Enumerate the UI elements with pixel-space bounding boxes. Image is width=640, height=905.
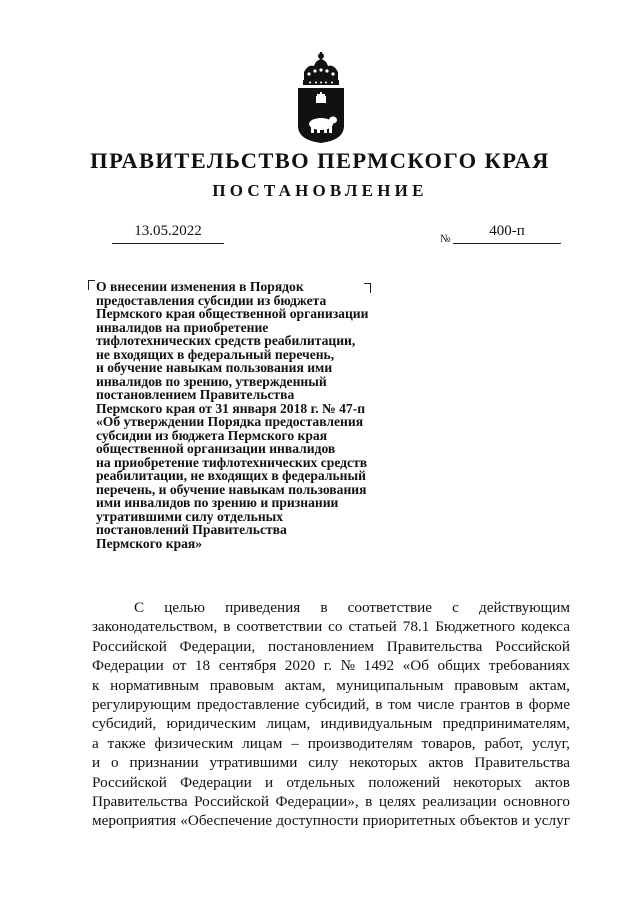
- body-word: Федерации: [180, 773, 252, 791]
- body-word: лицам: [242, 734, 283, 752]
- body-word: в: [515, 696, 523, 714]
- body-word: товаров,: [421, 734, 476, 752]
- body-word: сентября: [218, 657, 277, 675]
- body-word: и: [92, 754, 101, 772]
- date-underline: [112, 243, 224, 244]
- body-word: доступности: [276, 812, 359, 830]
- body-word: актам,: [284, 676, 326, 694]
- subject-line: тифлотехнических средств реабилитации,: [96, 333, 356, 348]
- subject-line: О внесении изменения в Порядок: [96, 279, 304, 294]
- body-word: С: [134, 599, 145, 616]
- subject-line: и обучение навыкам пользования ими: [96, 360, 333, 375]
- body-word: предпринимателям,: [442, 715, 570, 733]
- body-line: [92, 656, 570, 675]
- body-word: производителям: [307, 734, 413, 752]
- body-word: Правительства: [386, 637, 483, 655]
- subject-line: постановлением Правительства: [96, 387, 295, 402]
- body-word: услуг: [534, 812, 570, 830]
- coat-of-arms-icon: [296, 52, 346, 144]
- body-word: 78.1: [402, 618, 430, 636]
- body-word: актам,: [529, 676, 570, 694]
- body-word: с: [452, 599, 459, 616]
- subject-line: перечень, и обучение навыкам пользования: [96, 481, 367, 497]
- body-word: постановлением: [267, 637, 374, 655]
- body-word: актов: [534, 773, 570, 791]
- body-word: том: [388, 696, 412, 714]
- body-word: форме: [528, 696, 570, 714]
- document-number: 400-п: [489, 223, 525, 239]
- body-word: в: [223, 618, 231, 636]
- body-word: целях: [378, 793, 416, 811]
- body-word: основного: [503, 793, 570, 811]
- body-line: [92, 695, 570, 714]
- body-line: [92, 773, 570, 792]
- body-line: [92, 676, 570, 695]
- body-word: объектов: [459, 812, 518, 830]
- body-word: некоторых: [453, 773, 522, 791]
- body-word: общих: [437, 657, 481, 675]
- body-word: правовым: [454, 676, 519, 694]
- body-word: нормативным: [110, 676, 199, 694]
- body-word: некоторых: [349, 754, 418, 772]
- body-word: силу: [308, 754, 339, 772]
- body-line: [92, 714, 570, 733]
- subject-line: Пермского края от 31 января 2018 г. № 47-п: [96, 400, 366, 416]
- body-word: субсидий,: [92, 715, 157, 733]
- body-word: лицам,: [266, 715, 311, 733]
- subject-line: общественной организации инвалидов: [96, 441, 336, 456]
- number-label: №: [440, 233, 451, 245]
- body-word: и: [521, 812, 531, 830]
- body-word: услуг,: [532, 734, 570, 752]
- body-word: требованиях: [488, 657, 570, 675]
- body-word: о: [111, 754, 119, 772]
- body-word: соответствие: [347, 599, 433, 616]
- body-word: субсидий,: [305, 696, 370, 714]
- body-line: [92, 637, 570, 656]
- body-word: законодательством,: [92, 618, 218, 636]
- subject-line: инвалидов на приобретение: [96, 319, 269, 335]
- body-word: в: [365, 793, 373, 811]
- body-word: признании: [129, 754, 199, 772]
- document-subject: [96, 280, 416, 550]
- body-line: [92, 734, 570, 753]
- body-word: Российской: [194, 793, 269, 811]
- body-word: числе: [417, 696, 455, 714]
- body-word: Федерации: [92, 657, 164, 675]
- body-word: Бюджетного: [435, 618, 516, 636]
- body-line: [92, 598, 570, 617]
- body-word: и: [265, 773, 274, 791]
- body-word: в: [375, 696, 383, 714]
- body-word: соответствии: [236, 618, 323, 636]
- document-body: [92, 598, 570, 831]
- body-word: приведения: [225, 599, 301, 616]
- body-word: Российской: [495, 637, 570, 655]
- body-word: статьей: [348, 618, 397, 636]
- subject-line: «Об утверждении Порядка предоставления: [96, 414, 364, 429]
- body-word: кодекса: [521, 618, 570, 636]
- subject-line: постановлений Правительства: [96, 522, 287, 537]
- body-word: от: [172, 657, 187, 675]
- body-word: Российской: [92, 637, 167, 655]
- body-word: 18: [194, 657, 211, 675]
- body-word: грантов: [460, 696, 510, 714]
- subject-line: предоставления субсидии из бюджета: [96, 292, 327, 308]
- body-word: а: [92, 734, 99, 752]
- body-line: [92, 617, 570, 636]
- body-word: регулирующим: [92, 696, 191, 714]
- body-word: работ,: [484, 734, 524, 752]
- body-word: целью: [164, 599, 205, 616]
- subject-line: реабилитации, не входящих в федеральный: [96, 468, 366, 483]
- body-word: положений: [368, 773, 441, 791]
- body-word: №: [340, 657, 356, 675]
- body-word: действующим: [478, 599, 570, 616]
- body-word: физическим: [154, 734, 234, 752]
- subject-line: Пермского края»: [96, 535, 203, 551]
- body-word: Федерации,: [179, 637, 256, 655]
- body-word: актов: [428, 754, 464, 772]
- body-word: также: [107, 734, 146, 752]
- body-word: реализации: [422, 793, 497, 811]
- body-word: в: [320, 599, 328, 616]
- body-word: «Об: [402, 657, 429, 675]
- body-word: приоритетных: [362, 812, 456, 830]
- body-line: [92, 792, 570, 811]
- document-type: ПОСТАНОВЛЕНИЕ: [212, 181, 428, 200]
- document-date: 13.05.2022: [134, 223, 202, 239]
- body-word: Федерации»,: [275, 793, 359, 811]
- body-word: «Обеспечение: [180, 812, 273, 830]
- body-word: Российской: [92, 773, 167, 791]
- body-word: –: [291, 734, 299, 752]
- body-word: правовым: [209, 676, 274, 694]
- subject-bracket-left: [88, 280, 95, 290]
- body-word: к: [92, 676, 100, 694]
- body-word: Правительства: [92, 793, 188, 811]
- body-word: Правительства: [474, 754, 570, 772]
- body-word: муниципальным: [336, 676, 444, 694]
- body-word: утратившими: [209, 754, 298, 772]
- body-word: отдельных: [286, 773, 356, 791]
- body-word: индивидуальным: [320, 715, 433, 733]
- subject-line: ими инвалидов по зрению и признании: [96, 495, 339, 510]
- body-word: со: [328, 618, 343, 636]
- body-word: г.: [323, 657, 333, 675]
- subject-line: субсидии из бюджета Пермского края: [96, 427, 328, 443]
- body-line: [92, 753, 570, 772]
- subject-line: утратившими силу отдельных: [96, 508, 284, 524]
- body-word: 2020: [284, 657, 316, 675]
- body-word: мероприятия: [92, 812, 177, 830]
- subject-line: Пермского края общественной организации: [96, 306, 369, 321]
- subject-line: инвалидов по зрению, утвержденный: [96, 373, 327, 389]
- body-line: [92, 811, 570, 830]
- body-word: 1492: [363, 657, 395, 675]
- government-title: ПРАВИТЕЛЬСТВО ПЕРМСКОГО КРАЯ: [90, 148, 550, 173]
- body-word: юридическим: [166, 715, 257, 733]
- subject-line: не входящих в федеральный перечень,: [96, 346, 335, 362]
- subject-line: на приобретение тифлотехнических средств: [96, 454, 368, 470]
- body-word: предоставление: [196, 696, 300, 714]
- number-underline: [453, 243, 561, 244]
